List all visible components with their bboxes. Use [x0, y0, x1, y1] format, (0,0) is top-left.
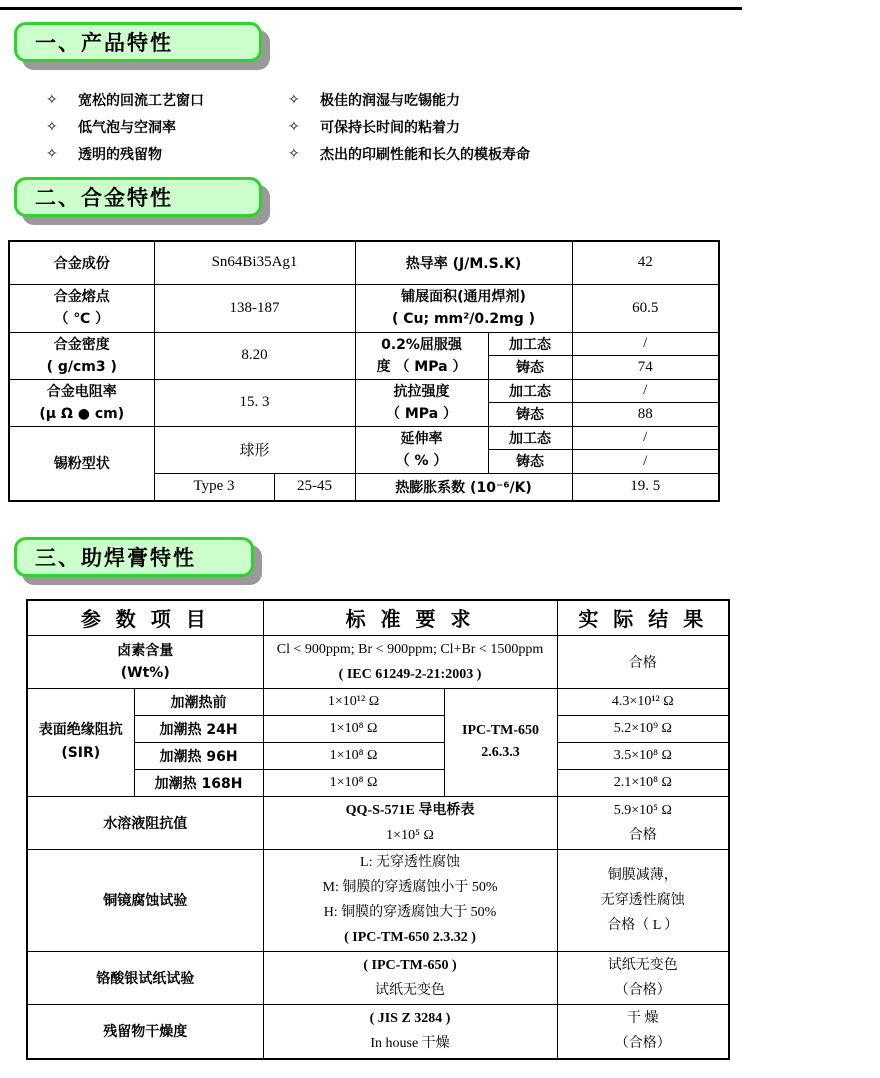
section-banner-product-features: [14, 22, 262, 62]
standard-column-header: 标 准 要 求: [263, 600, 557, 635]
table-row: [27, 951, 729, 1004]
result-column-header: 实 际 结 果: [557, 600, 729, 635]
feature-text: 低气泡与空洞率: [78, 119, 176, 136]
table-row: [9, 332, 719, 355]
yield-strength-label: 0.2%屈服强 度 （ MPa ）: [355, 332, 488, 379]
alloy-properties-table: [8, 240, 720, 502]
state-wrought-label: 加工态: [488, 426, 572, 449]
table-row: [9, 379, 719, 402]
diamond-bullet-icon: ✧: [288, 91, 300, 108]
sir-result-value: 2.1×10⁸ Ω: [557, 769, 729, 796]
aqueous-impedance-result: 5.9×10⁵ Ω 合格: [557, 796, 729, 849]
thermal-conductivity-value: 42: [572, 241, 719, 284]
state-cast-label: 铸态: [488, 449, 572, 473]
silver-chromate-standard: ( IPC-TM-650 ) 试纸无变色: [263, 951, 557, 1004]
table-row: [27, 688, 729, 715]
feature-item: [46, 113, 204, 140]
spread-area-value: 60.5: [572, 284, 719, 332]
feature-text: 可保持长时间的粘着力: [320, 119, 460, 136]
header-rule: [0, 7, 742, 10]
residue-dryness-standard: ( JIS Z 3284 ) In house 干燥: [263, 1004, 557, 1059]
sir-result-value: 4.3×10¹² Ω: [557, 688, 729, 715]
powder-type-value: Type 3: [154, 473, 274, 501]
silver-chromate-result: 试纸无变色 （合格）: [557, 951, 729, 1004]
section-banner-flux-properties: [14, 537, 254, 577]
feature-list-left: [46, 86, 204, 167]
section-title: 一、产品特性: [35, 31, 173, 55]
diamond-bullet-icon: ✧: [46, 118, 58, 135]
elongation-label: 延伸率 （ % ）: [355, 426, 488, 473]
copper-mirror-result: 铜膜减薄， 无穿透性腐蚀 合格（ L ）: [557, 849, 729, 951]
halogen-result: 合格: [557, 635, 729, 688]
feature-text: 杰出的印刷性能和长久的模板寿命: [320, 146, 530, 163]
feature-text: 极佳的润湿与吃锡能力: [320, 92, 460, 109]
feature-text: 透明的残留物: [78, 146, 162, 163]
table-row: [27, 635, 729, 688]
melting-point-label: 合金熔点 （ ℃ ）: [9, 284, 154, 332]
aqueous-impedance-standard: QQ-S-571E 导电桥表 1×10⁵ Ω: [263, 796, 557, 849]
sir-result-value: 5.2×10⁹ Ω: [557, 715, 729, 742]
feature-text: 宽松的回流工艺窗口: [78, 92, 204, 109]
residue-dryness-label: 残留物干燥度: [27, 1004, 263, 1059]
sir-standard-value: 1×10¹² Ω: [263, 688, 444, 715]
feature-item: [288, 86, 530, 113]
residue-dryness-result: 干 燥 （合格）: [557, 1004, 729, 1059]
resistivity-value: 15. 3: [154, 379, 355, 426]
diamond-bullet-icon: ✧: [288, 118, 300, 135]
section-banner-alloy-properties: [14, 177, 262, 217]
sir-standard-value: 1×10⁸ Ω: [263, 742, 444, 769]
feature-list-right: [288, 86, 530, 167]
diamond-bullet-icon: ✧: [46, 145, 58, 162]
halogen-label: 卤素含量 (Wt%): [27, 635, 263, 688]
elongation-wrought-value: /: [572, 426, 719, 449]
cte-value: 19. 5: [572, 473, 719, 501]
powder-shape-label: 锡粉型状: [9, 426, 154, 501]
sir-label: 表面绝缘阻抗 (SIR): [27, 688, 134, 796]
table-row: [9, 426, 719, 449]
sir-condition: 加潮热 96H: [134, 742, 263, 769]
spread-area-label: 铺展面积(通用焊剂) ( Cu; mm²/0.2mg ): [355, 284, 572, 332]
sir-result-value: 3.5×10⁸ Ω: [557, 742, 729, 769]
melting-point-value: 138-187: [154, 284, 355, 332]
table-header-row: [27, 600, 729, 635]
state-cast-label: 铸态: [488, 355, 572, 379]
sir-condition: 加潮热前: [134, 688, 263, 715]
yield-wrought-value: /: [572, 332, 719, 355]
diamond-bullet-icon: ✧: [46, 91, 58, 108]
density-label: 合金密度 ( g/cm3 ): [9, 332, 154, 379]
powder-size-value: 25-45: [274, 473, 355, 501]
aqueous-impedance-label: 水溶液阻抗值: [27, 796, 263, 849]
state-wrought-label: 加工态: [488, 379, 572, 402]
table-row: [9, 284, 719, 332]
sir-standard-value: 1×10⁸ Ω: [263, 769, 444, 796]
thermal-conductivity-label: 热导率 (J/M.S.K): [355, 241, 572, 284]
section-title: 二、合金特性: [35, 186, 173, 210]
alloy-composition-value: Sn64Bi35Ag1: [154, 241, 355, 284]
feature-item: [288, 140, 530, 167]
tensile-strength-label: 抗拉强度 （ MPa ）: [355, 379, 488, 426]
silver-chromate-label: 铬酸银试纸试验: [27, 951, 263, 1004]
copper-mirror-label: 铜镜腐蚀试验: [27, 849, 263, 951]
tensile-wrought-value: /: [572, 379, 719, 402]
table-row: [27, 796, 729, 849]
density-value: 8.20: [154, 332, 355, 379]
elongation-cast-value: /: [572, 449, 719, 473]
sir-standard-value: 1×10⁸ Ω: [263, 715, 444, 742]
yield-cast-value: 74: [572, 355, 719, 379]
copper-mirror-standard: L: 无穿透性腐蚀 M: 铜膜的穿透腐蚀小于 50% H: 铜膜的穿透腐蚀大于 50% ( IPC-TM-650 2.3.32 ): [263, 849, 557, 951]
sir-condition: 加潮热 24H: [134, 715, 263, 742]
state-cast-label: 铸态: [488, 402, 572, 426]
resistivity-label: 合金电阻率 (μ Ω ● cm): [9, 379, 154, 426]
flux-properties-table: [26, 599, 730, 1060]
diamond-bullet-icon: ✧: [288, 145, 300, 162]
cte-label: 热膨胀系数 (10⁻⁶/K): [355, 473, 572, 501]
table-row: [27, 849, 729, 951]
alloy-composition-label: 合金成份: [9, 241, 154, 284]
section-title: 三、助焊膏特性: [35, 546, 196, 570]
tensile-cast-value: 88: [572, 402, 719, 426]
sir-condition: 加潮热 168H: [134, 769, 263, 796]
sir-test-method: IPC-TM-650 2.6.3.3: [444, 688, 557, 796]
table-row: [27, 1004, 729, 1059]
feature-item: [288, 113, 530, 140]
feature-item: [46, 140, 204, 167]
feature-item: [46, 86, 204, 113]
table-row: [9, 241, 719, 284]
powder-shape-value: 球形: [154, 426, 355, 473]
param-column-header: 参 数 项 目: [27, 600, 263, 635]
state-wrought-label: 加工态: [488, 332, 572, 355]
halogen-standard: Cl < 900ppm; Br < 900ppm; Cl+Br < 1500ppm ( IEC 61249-2-21:2003 ): [263, 635, 557, 688]
